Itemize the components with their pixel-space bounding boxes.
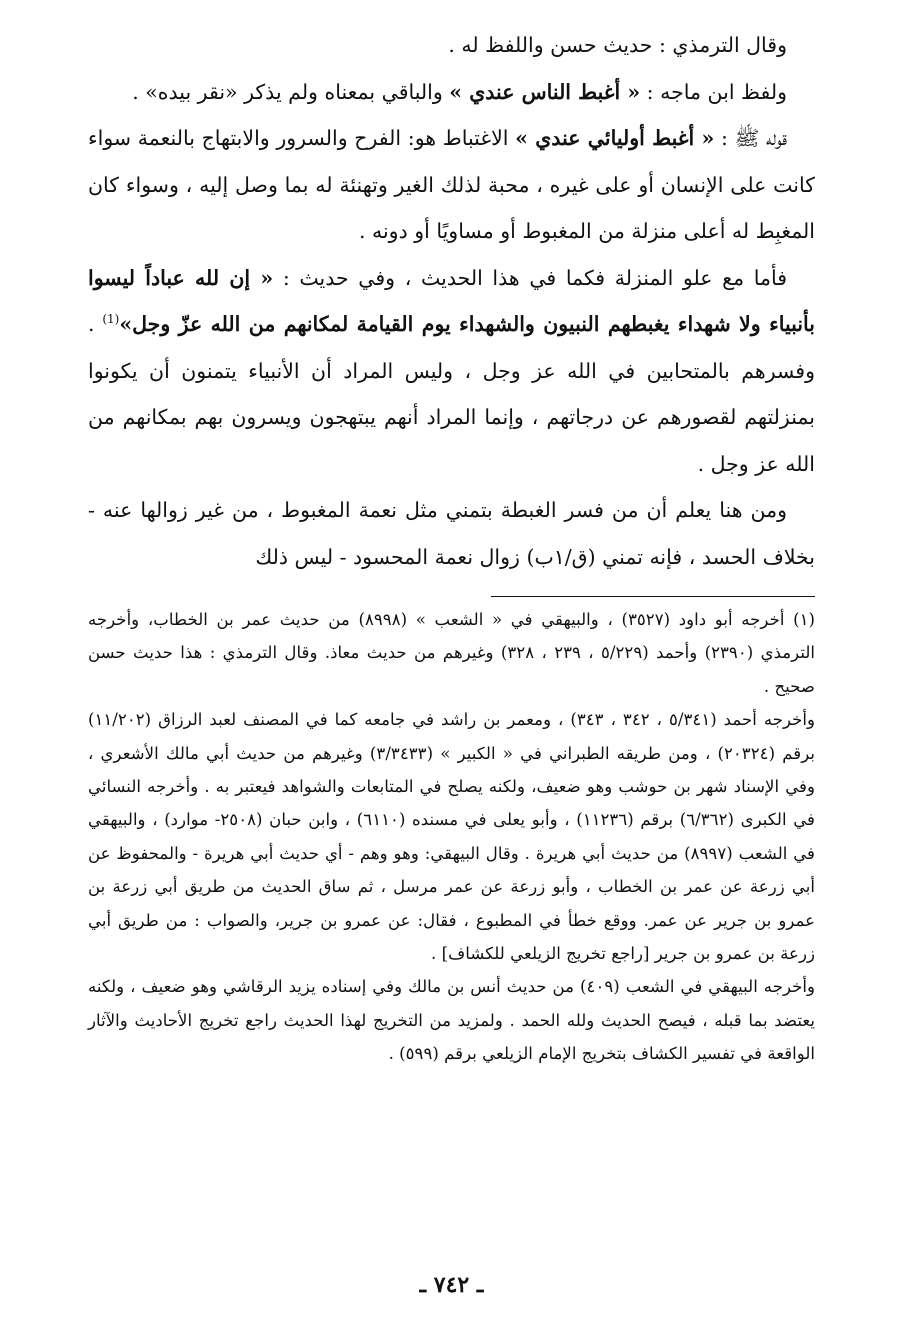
paragraph-text: فأما مع علو المنزلة فكما في هذا الحديث ، وفي حديث : [273, 265, 787, 290]
body-paragraph [88, 69, 815, 116]
footnote-paragraph: (١) أخرجه أبو داود (٣٥٢٧) ، والبيهقي في « الشعب » (٨٩٩٨) من حديث عمر بن الخطاب، وأخرجه الترمذي (٢٣٩٠) وأحمد (٥/٢٢٩ ، ٢٣٩ ، ٣٢٨) وغيرهم من حديث معاذ. وقال الترمذي : هذا حديث حسن صحيح . [88, 610, 815, 696]
paragraph-text: والباقي بمعناه ولم يذكر «نقر بيده» . [132, 79, 450, 104]
footnote-paragraph: وأخرجه أحمد (٥/٣٤١ ، ٣٤٢ ، ٣٤٣) ، ومعمر بن راشد في جامعه كما في المصنف لعبد الرزاق (١١/٢٠٢) برقم (٢٠٣٢٤) ، ومن طريقه الطبراني في « الكبير » (٣/٣٤٣٣) وغيرهم من حديث أبي مالك الأشعري ، وفي الإسناد شهر بن حوشب وهو ضعيف، ولكنه يصلح في المتابعات والشواهد فيعتبر به . وأخرجه النسائي في الكبرى (٦/٣٦٢) برقم (١١٢٣٦) ، وأبو يعلى في مسنده (٦١١٠) ، وابن حبان (٢٥٠٨- موارد) ، والبيهقي في الشعب (٨٩٩٧) من حديث أبي هريرة . وقال البيهقي: وهو وهم - أي حديث أبي هريرة - والمحفوظ عن أبي زرعة عن عمر بن الخطاب ، وأبو زرعة عن عمر مرسل ، ثم ساق الحديث من طريق أبي زرعة بن عمرو بن جرير عن عمر. ووقع خطأ في المطبوع ، فقال: عن عمرو بن جرير، والصواب : من طريق أبي زرعة بن عمرو بن جرير [راجع تخريج الزيلعي للكشاف] . [88, 710, 816, 964]
paragraph-text: . وفسرهم بالمتحابين في الله عز وجل ، وليس المراد أن الأنبياء يتمنون أن يكونوا بمنزلتهم لقصورهم عن درجاتهم ، وإنما المراد أنهم يبتهجون ويسرون بهم بمكانهم من الله عز وجل . [88, 312, 815, 476]
hadith-quote: « أغبط أوليائي عندي » [515, 126, 715, 150]
body-paragraph [88, 115, 815, 255]
paragraph-text: ومن هنا يعلم أن من فسر الغبطة بتمني مثل نعمة المغبوط ، من غير زوالها عنه - بخلاف الحسد ، فإنه تمني (ق/١ب) زوال نعمة المحسود - ليس ذلك [88, 498, 815, 569]
body-paragraph [88, 255, 815, 488]
hadith-quote: « أغبط الناس عندي » [449, 79, 641, 104]
footnote-separator [491, 596, 815, 597]
body-paragraph [88, 487, 815, 580]
paragraph-text: ولفظ ابن ماجه : [640, 79, 787, 104]
paragraph-text: الاغتباط هو: الفرح والسرور والابتهاج بالنعمة سواء كانت على الإنسان أو على غيره ، محبة لذلك الغير وتهنئة له بما وصل إليه ، وسواء كان المغبِط له أعلى منزلة من المغبوط أو مساويًا أو دونه . [88, 126, 815, 243]
footnotes [88, 603, 815, 1071]
paragraph-text: وقال الترمذي : حديث حسن واللفظ له . [448, 33, 787, 57]
paragraph-text: قوله ﷺ : [714, 126, 788, 150]
main-text [88, 22, 815, 580]
body-paragraph [88, 22, 815, 69]
hadith-quote: « إن لله عباداً ليسوا بأنبياء ولا شهداء يغبطهم النبيون والشهداء يوم القيامة لمكانهم من الله عزّ وجل» [88, 265, 815, 336]
footnote-marker: (1) [102, 312, 120, 327]
page-number: ـ ٧٤٢ ـ [419, 1272, 484, 1298]
footnote-paragraph: وأخرجه البيهقي في الشعب (٤٠٩) من حديث أنس بن مالك وفي إسناده يزيد الرقاشي وهو ضعيف ، ولكنه يعتضد بما قبله ، فيصح الحديث ولله الحمد . ولمزيد من التخريج لهذا الحديث راجع تخريج الأحاديث والآثار الواقعة في تفسير الكشاف بتخريج الإمام الزيلعي برقم (٥٩٩) . [88, 977, 815, 1064]
